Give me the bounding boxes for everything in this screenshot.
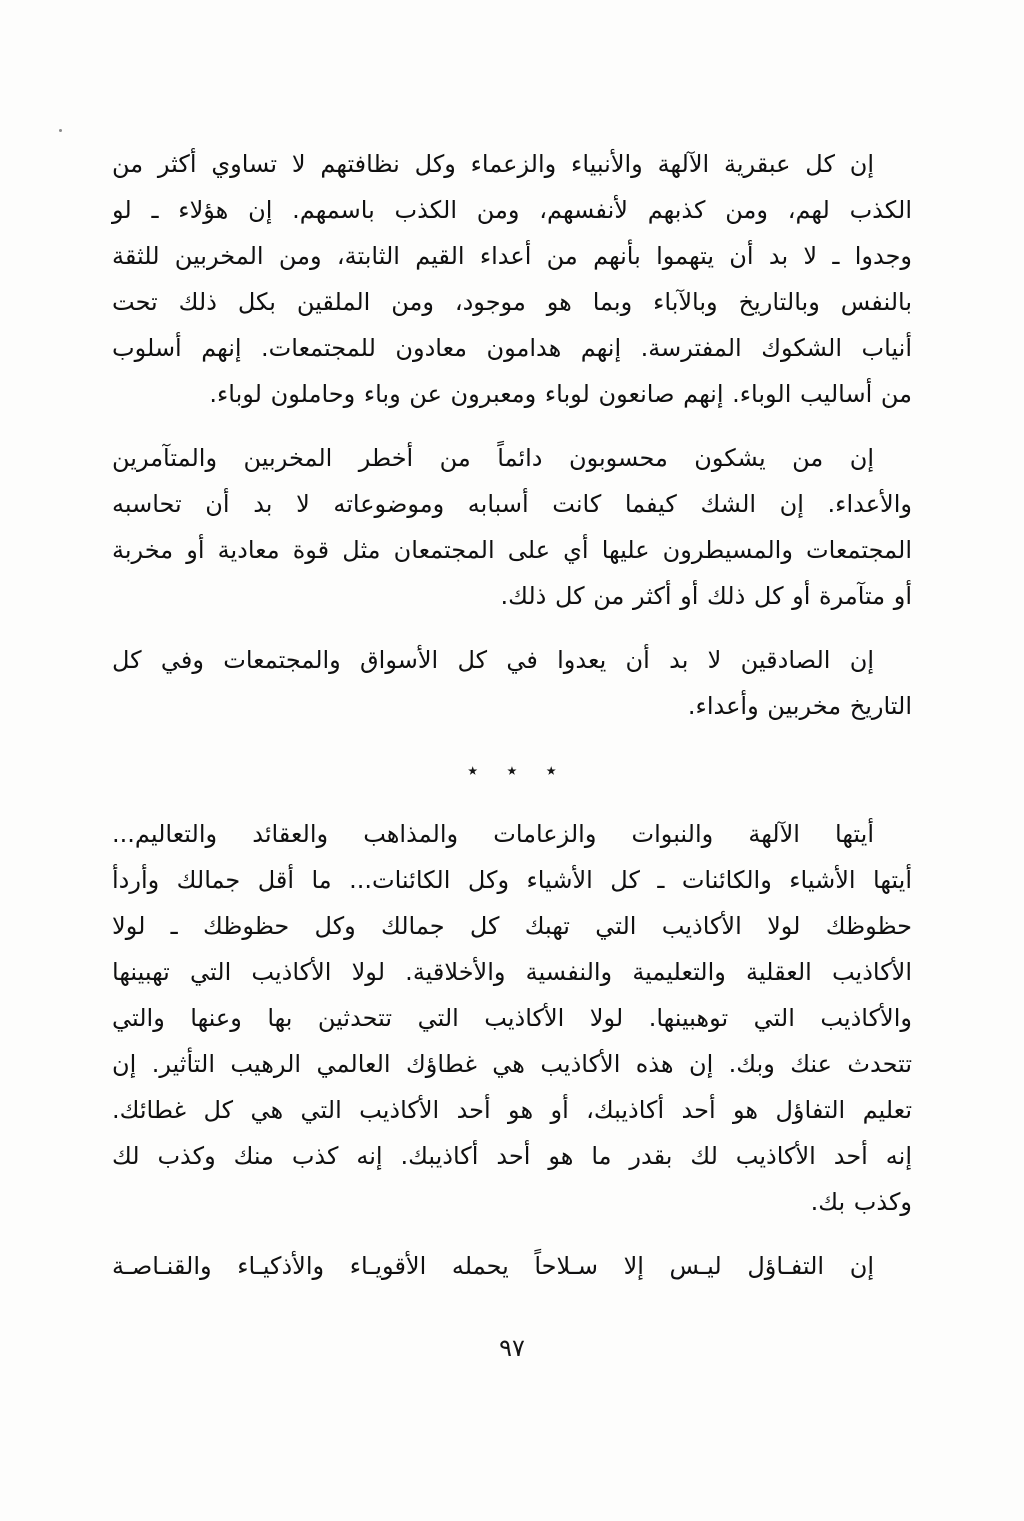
paragraph [112, 1243, 912, 1289]
page-number: ٩٧ [499, 1334, 525, 1362]
text-line: الكذب لهم، ومن كذبهم لأنفسهم، ومن الكذب باسمهم. إن هؤلاء ـ لو [112, 196, 912, 224]
scan-artifact-dot [59, 129, 62, 132]
text-line: التاريخ مخربين وأعداء. [687, 692, 912, 720]
text-line: أنياب الشكوك المفترسة. إنهم هدامون معادون للمجتمعات. إنهم أسلوب [112, 334, 912, 362]
paragraph [112, 811, 912, 1225]
text-line: وكذب بك. [810, 1188, 912, 1216]
text-line: أيتها الأشياء والكائنات ـ كل الأشياء وكل الكائنات... ما أقل جمالك وأردأ [112, 866, 912, 894]
text-block [112, 141, 912, 1307]
text-line: بالنفس وبالتاريخ وبالآباء وبما هو موجود، ومن الملقين بكل ذلك تحت [112, 288, 912, 316]
text-line: إن الصادقين لا بد أن يعدوا في كل الأسواق والمجتمعات وفي كل [112, 646, 874, 674]
text-line: إن التفـاؤل ليـس إلا سـلاحاً يحمله الأقويـاء والأذكيـاء والقنـاصـة [112, 1252, 874, 1280]
text-line: حظوظك لولا الأكاذيب التي تهبك كل جمالك وكل حظوظك ـ لولا [112, 912, 912, 940]
text-line: تتحدث عنك وبك. إن هذه الأكاذيب هي غطاؤك العالمي الرهيب التأثير. إن [112, 1050, 912, 1078]
paragraph [112, 637, 912, 729]
text-line: إن من يشكون محسوبون دائماً من أخطر المخربين والمتآمرين [112, 444, 874, 472]
text-line: إنه أحد الأكاذيب لك بقدر ما هو أحد أكاذيبك. إنه كذب منك وكذب لك [112, 1142, 912, 1170]
text-line: والأعداء. إن الشك كيفما كانت أسبابه وموضوعاته لا بد أن تحاسبه [112, 490, 912, 518]
paragraph [112, 435, 912, 619]
paragraph [112, 141, 912, 417]
section-separator: ٭ ٭ ٭ [467, 758, 557, 782]
text-line: وجدوا ـ لا بد أن يتهموا بأنهم من أعداء القيم الثابتة، ومن المخربين للثقة [112, 242, 912, 270]
text-line: تعليم التفاؤل هو أحد أكاذيبك، أو هو أحد الأكاذيب التي هي كل غطائك. [112, 1096, 912, 1124]
text-line: أو متآمرة أو كل ذلك أو أكثر من كل ذلك. [500, 582, 912, 610]
text-line: أيتها الآلهة والنبوات والزعامات والمذاهب والعقائد والتعاليم... [112, 820, 874, 848]
text-line: المجتمعات والمسيطرون عليها أي على المجتمعان مثل قوة معادية أو مخربة [112, 536, 912, 564]
text-line: والأكاذيب التي توهبينها. لولا الأكاذيب التي تتحدثين بها وعنها والتي [112, 1004, 912, 1032]
text-line: إن كل عبقرية الآلهة والأنبياء والزعماء وكل نظافتهم لا تساوي أكثر من [112, 150, 874, 178]
text-line: من أساليب الوباء. إنهم صانعون لوباء ومعبرون عن وباء وحاملون لوباء. [209, 380, 912, 408]
text-line: الأكاذيب العقلية والتعليمية والنفسية والأخلاقية. لولا الأكاذيب التي تهبينها [112, 958, 912, 986]
